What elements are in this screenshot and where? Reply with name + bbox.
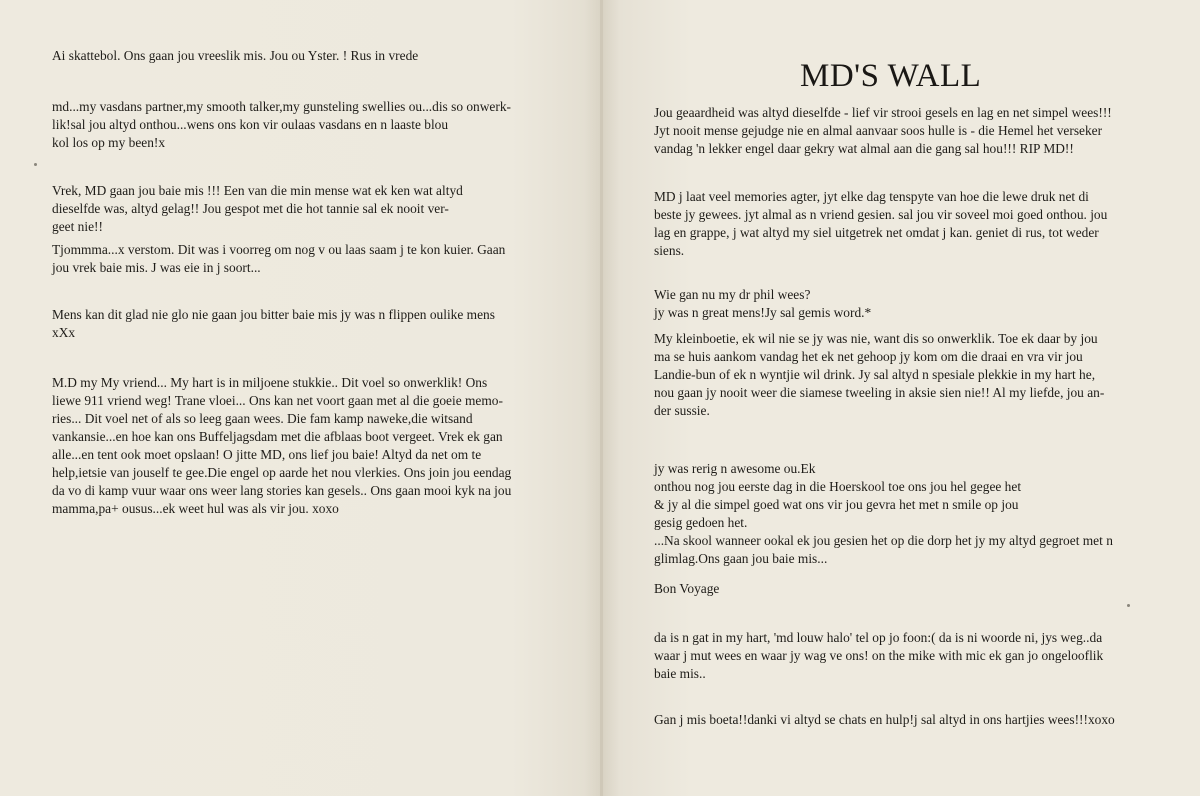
message-entry: Jou geaardheid was altyd dieselfde - lief vir strooi gesels en lag en net simpel wees!!! Jyt nooit mense gejudge nie en almal aanvaar soos hulle is - die Hemel het verseker vandag 'n lekker engel daar gekry wat almal aan die gang sal hou!!! RIP MD!! [654,105,1112,156]
message-entry: MD j laat veel memories agter, jyt elke dag tenspyte van hoe die lewe druk net di beste jy gewees. jyt almal as n vriend gesien. sal jou vir soveel moi goed onthou. jou lag en grappe, j wat altyd my siel uitgetrek net omdat j kan. geniet di rus, tot weder siens. [654,189,1108,258]
page-title: MD'S WALL [800,58,982,94]
message-entry: Vrek, MD gaan jou baie mis !!! Een van die min mense wat ek ken wat altyd dieselfde was, altyd gelag!! Jou gespot met die hot tannie sal ek nooit ver- geet nie!! [52,183,463,234]
message-entry: jy was rerig n awesome ou.Ek onthou nog jou eerste dag in die Hoerskool toe ons jou hel gegee het & jy al die simpel goed wat ons vir jou gevra het met n smile op jou gesig gedoen het. ...Na skool wanneer ookal ek jou gesien het op die dorp het jy my altyd gegroet met n glimlag.Ons gaan jou baie mis... [654,461,1113,566]
paper-speck [1127,604,1130,607]
message-entry: da is n gat in my hart, 'md louw halo' tel op jo foon:( da is ni woorde ni, jys weg..da waar j mut wees en waar jy wag ve ons! on the mike with mic ek gan jo ongelooflik baie mis.. [654,630,1104,681]
paper-speck [34,163,37,166]
message-entry: Wie gan nu my dr phil wees? jy was n great mens!Jy sal gemis word.* [654,287,872,320]
message-entry: My kleinboetie, ek wil nie se jy was nie, want dis so onwerklik. Toe ek daar by jou ma se huis aankom vandag het ek net gehoop jy kom om die draai en vra vir jou Landie-bun of ek n wyntjie wil drink. Jy sal altyd n spesiale plekkie in my hart he, nou gaan jy nooit weer die siamese tweeling in aksie sien nie!! Al my liefde, jou an- der sussie. [654,331,1105,418]
message-entry: Bon Voyage [654,581,720,596]
message-entry: Tjommma...x verstom. Dit was i voorreg om nog v ou laas saam j te kon kuier. Gaan jou vrek baie mis. J was eie in j soort... [52,242,506,275]
message-entry: Ai skattebol. Ons gaan jou vreeslik mis. Jou ou Yster. ! Rus in vrede [52,48,419,63]
message-entry: M.D my My vriend... My hart is in miljoene stukkie.. Dit voel so onwerklik! Ons liewe 911 vriend weg! Trane vloei... Ons kan net voort gaan met al die goeie memo- ries... Dit voel net of als so leeg gaan wees. Die fam kamp naweke,die witsand vankansie...en hoe kan ons Buffeljagsdam met die afblaas boot vergeet. Vrek ek gan alle...en tent ook moet opslaan! O jitte MD, ons lief jou baie! Altyd da net om te help,ietsie van jouself te gee.Die engel op aarde het nou vlerkies. Ons join jou eendag da vo di kamp vuur waar ons weer lang stories kan gesels.. Ons gaan mooi kyk na jou mamma,pa+ ousus...ek weet hul was als vir jou. xoxo [52,375,512,516]
message-entry: Mens kan dit glad nie glo nie gaan jou bitter baie mis jy was n flippen oulike mens xXx [52,307,495,340]
message-entry: Gan j mis boeta!!danki vi altyd se chats en hulp!j sal altyd in ons hartjies wees!!!xoxo [654,712,1115,727]
page-fold [600,0,603,796]
message-entry: md...my vasdans partner,my smooth talker,my gunsteling swellies ou...dis so onwerk- lik!sal jou altyd onthou...wens ons kon vir oulaas vasdans en n laaste blou kol los op my been!x [52,99,511,150]
